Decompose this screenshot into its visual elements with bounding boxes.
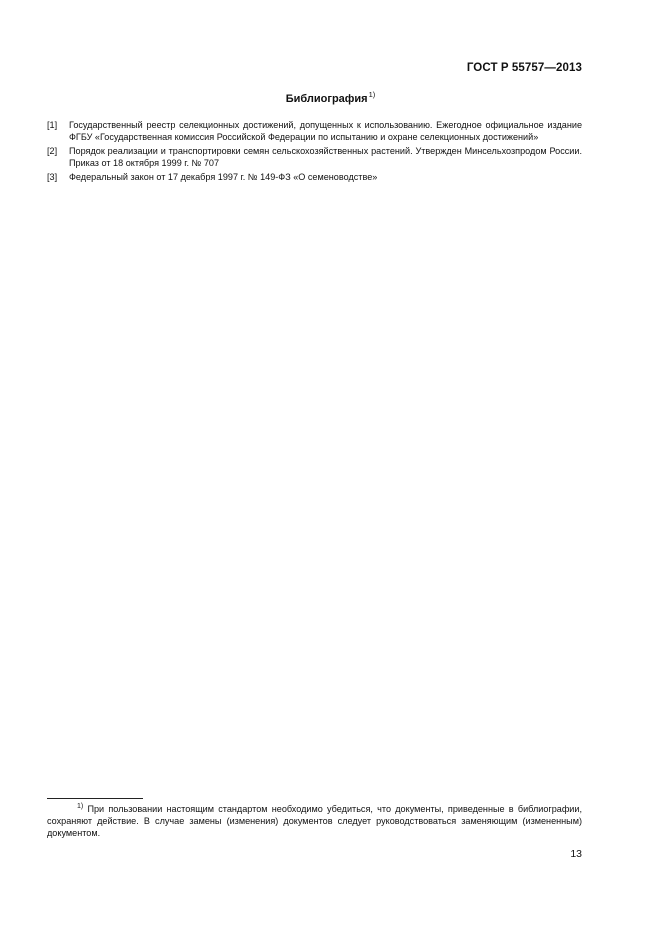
bibliography-list xyxy=(47,119,582,185)
bibliography-item-number: [2] xyxy=(47,146,58,156)
bibliography-item xyxy=(47,171,582,183)
page-number: 13 xyxy=(570,848,582,860)
bibliography-item-text: Федеральный закон от 17 декабря 1997 г. № 149-ФЗ «О семеноводстве» xyxy=(69,172,378,182)
bibliography-item xyxy=(47,119,582,143)
bibliography-item-number: [3] xyxy=(47,172,58,182)
bibliography-item-text: Порядок реализации и транспортировки семян сельскохозяйственных растений. Утвержден Минсельхозпродом России. Приказ от 18 октября 1999 г. № 707 xyxy=(69,146,582,168)
document-code: ГОСТ Р 55757—2013 xyxy=(466,62,582,74)
bibliography-title-text: Библиография xyxy=(285,93,368,105)
footnote-text: При пользовании настоящим стандартом необходимо убедиться, что документы, приведенные в библиографии, сохраняют действие. В случае замены (изменения) документов следует руководствоваться заменяющим (измененным) документом. xyxy=(47,804,582,838)
bibliography-item-text: Государственный реестр селекционных достижений, допущенных к использованию. Ежегодное официальное издание ФГБУ «Государственная комиссия Российской Федерации по испытанию и охране селекционных достижений» xyxy=(69,120,582,142)
footnote-reference: 1) xyxy=(368,90,376,99)
bibliography-item xyxy=(47,145,582,169)
footnote-separator xyxy=(47,798,143,799)
bibliography-title xyxy=(0,90,661,105)
footnote xyxy=(47,801,582,839)
bibliography-item-number: [1] xyxy=(47,120,58,130)
footnote-marker: 1) xyxy=(77,803,84,810)
